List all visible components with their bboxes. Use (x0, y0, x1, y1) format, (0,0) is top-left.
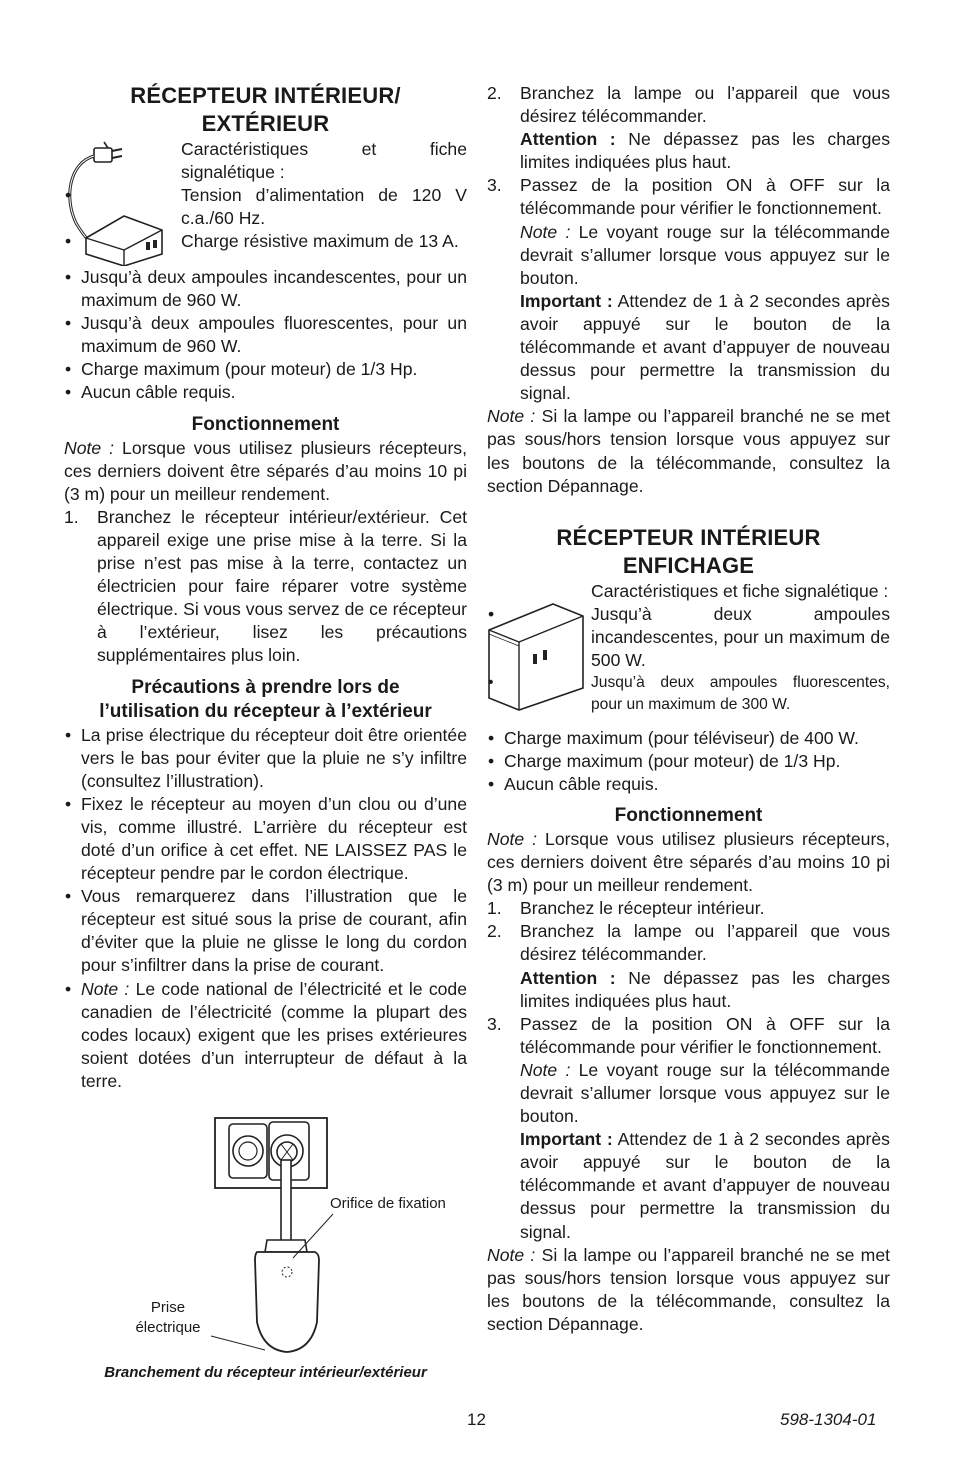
step-item: 3. Passez de la position ON à OFF sur la télécommande pour vérifier le fonctionnement. (487, 1013, 890, 1057)
load-item: • Jusqu’à deux ampoules incandescentes, pour un maximum de 960 W. (64, 266, 467, 312)
spec-intro: Caractéristiques et fiche signalétique : (181, 139, 467, 183)
spec-block-plug-in (487, 580, 890, 727)
operation2-steps-3 (487, 1013, 890, 1059)
attention-note: Attention : Ne dépassez pas les charges limites indiquées plus haut. (520, 129, 890, 173)
precaution-item: • La prise électrique du récepteur doit être orientée vers le bas pour éviter que la pluie ne s’y infiltre (consultez l’illustration). (64, 724, 467, 793)
load2-item: • Charge maximum (pour moteur) de 1/3 Hp. (487, 750, 890, 773)
precaution-item: • Fixez le récepteur au moyen d’un clou ou d’une vis, comme illustré. L’arrière du récepteur est doté d’un orifice à cet effet. NE LAISSEZ PAS le récepteur pendre par le cordon électrique. (64, 793, 467, 885)
load2-item: • Charge maximum (pour téléviseur) de 400 W. (487, 727, 890, 750)
load-item: • Jusqu’à deux ampoules fluorescentes, pour un maximum de 960 W. (64, 312, 467, 358)
operation2-steps (487, 897, 890, 966)
document-code: 598-1304-01 (780, 1410, 877, 1429)
troubleshoot-note: Note : Si la lampe ou l’appareil branché ne se met pas sous/hors tension lorsque vous appuyez sur les boutons de la télécommande, consultez la section Dépannage. (487, 406, 890, 496)
load-item: • Charge maximum (pour moteur) de 1/3 Hp. (64, 358, 467, 381)
operation2-heading: Fonctionnement (614, 804, 763, 826)
step-item: 1. Branchez le récepteur intérieur/extérieur. Cet appareil exige une prise mise à la terre. Si la prise n’est pas mise à la terre, contactez un électricien pour faire réparer votre système électrique. Si vous vous servez de ce récepteur à l’extérieur, lisez les précautions supplémentaires plus loin. (64, 506, 467, 666)
step3-note: Note : Le voyant rouge sur la télécommande devrait s’allumer lorsque vous appuyez sur le bouton. (520, 221, 890, 288)
load-item: • Aucun câble requis. (64, 381, 467, 404)
precaution-item: • Note : Le code national de l’électricité et le code canadien de l’électricité (comme la plupart des codes locaux) exigent que les prises extérieures soient dotées d’un interrupteur de défaut à la terre. (64, 978, 467, 1093)
spec-item: • Tension d’alimentation de 120 V c.a./60 Hz. (64, 184, 467, 230)
step-item: 3. Passez de la position ON à OFF sur la télécommande pour vérifier le fonctionnement. (487, 175, 890, 219)
spec2-list (487, 603, 890, 716)
outdoor-connection-illustration (205, 1112, 335, 1362)
right-column (487, 82, 890, 1336)
spec2-item: • Jusqu’à deux ampoules fluorescentes, pour un maximum de 300 W. (487, 672, 890, 716)
left-column (64, 82, 467, 1093)
spec2-item: • Jusqu’à deux ampoules incandescentes, pour un maximum de 500 W. (487, 603, 890, 672)
precaution-item: • Vous remarquerez dans l’illustration que le récepteur est situé sous la prise de courant, afin d’éviter que la pluie ne glisse le long du cordon pour s’infiltrer dans la prise de courant. (64, 885, 467, 977)
precautions-list (64, 724, 467, 1094)
load2-list (487, 727, 890, 796)
step-item: 1. Branchez le récepteur intérieur. (487, 898, 765, 919)
spec-item: • Charge résistive maximum de 13 A. (64, 230, 467, 253)
operation-heading: Fonctionnement (191, 413, 340, 435)
operation-note: Note : Lorsque vous utilisez plusieurs récepteurs, ces derniers doivent être séparés d’au moins 10 pi (3 m) pour un meilleur rendement. (64, 437, 467, 504)
operation2-note: Note : Lorsque vous utilisez plusieurs récepteurs, ces derniers doivent être séparés d’au moins 10 pi (3 m) pour un meilleur rendement. (487, 828, 890, 896)
attention2-note: Attention : Ne dépassez pas les charges limites indiquées plus haut. (520, 967, 890, 1011)
troubleshoot-note-2: Note : Si la lampe ou l’appareil branché ne se met pas sous/hors tension lorsque vous appuyez sur les boutons de la télécommande, consultez la section Dépannage. (487, 1244, 890, 1334)
step3-note-2: Note : Le voyant rouge sur la télécommande devrait s’allumer lorsque vous appuyez sur le bouton. (520, 1059, 890, 1127)
important-note: Important : Attendez de 1 à 2 secondes après avoir appuyé sur le bouton de la télécommande et avant d’appuyer de nouveau dessus pour permettre la transmission du signal. (520, 290, 890, 404)
label-power-outlet: Prise électrique (135, 1299, 201, 1336)
page-number: 12 (467, 1410, 486, 1429)
figure-caption: Branchement du récepteur intérieur/extérieur (104, 1364, 427, 1381)
load2-item: • Aucun câble requis. (487, 773, 890, 796)
important-note-2: Important : Attendez de 1 à 2 secondes après avoir appuyé sur le bouton de la télécommande et avant d’appuyer de nouveau dessus pour permettre la transmission du signal. (520, 1129, 890, 1242)
continued-steps-3 (487, 174, 890, 220)
operation-steps (64, 506, 467, 668)
spec-block-indoor-outdoor (64, 138, 467, 266)
precautions-heading: Précautions à prendre lors de l’utilisation du récepteur à l’extérieur (99, 676, 432, 722)
section-title-plug-in: RÉCEPTEUR INTÉRIEUR ENFICHAGE (556, 524, 821, 578)
label-mounting-hole: Orifice de fixation (330, 1195, 446, 1212)
spec2-intro: Caractéristiques et fiche signalétique : (591, 580, 889, 601)
step-item: 2. Branchez la lampe ou l’appareil que vous désirez télécommander. (487, 83, 890, 127)
continued-steps (487, 82, 890, 128)
step-item: 2. Branchez la lampe ou l’appareil que vous désirez télécommander. (487, 921, 890, 965)
spec-list (64, 184, 467, 253)
load-list (64, 266, 467, 405)
section-title-indoor-outdoor: RÉCEPTEUR INTÉRIEUR/ EXTÉRIEUR (130, 83, 401, 136)
